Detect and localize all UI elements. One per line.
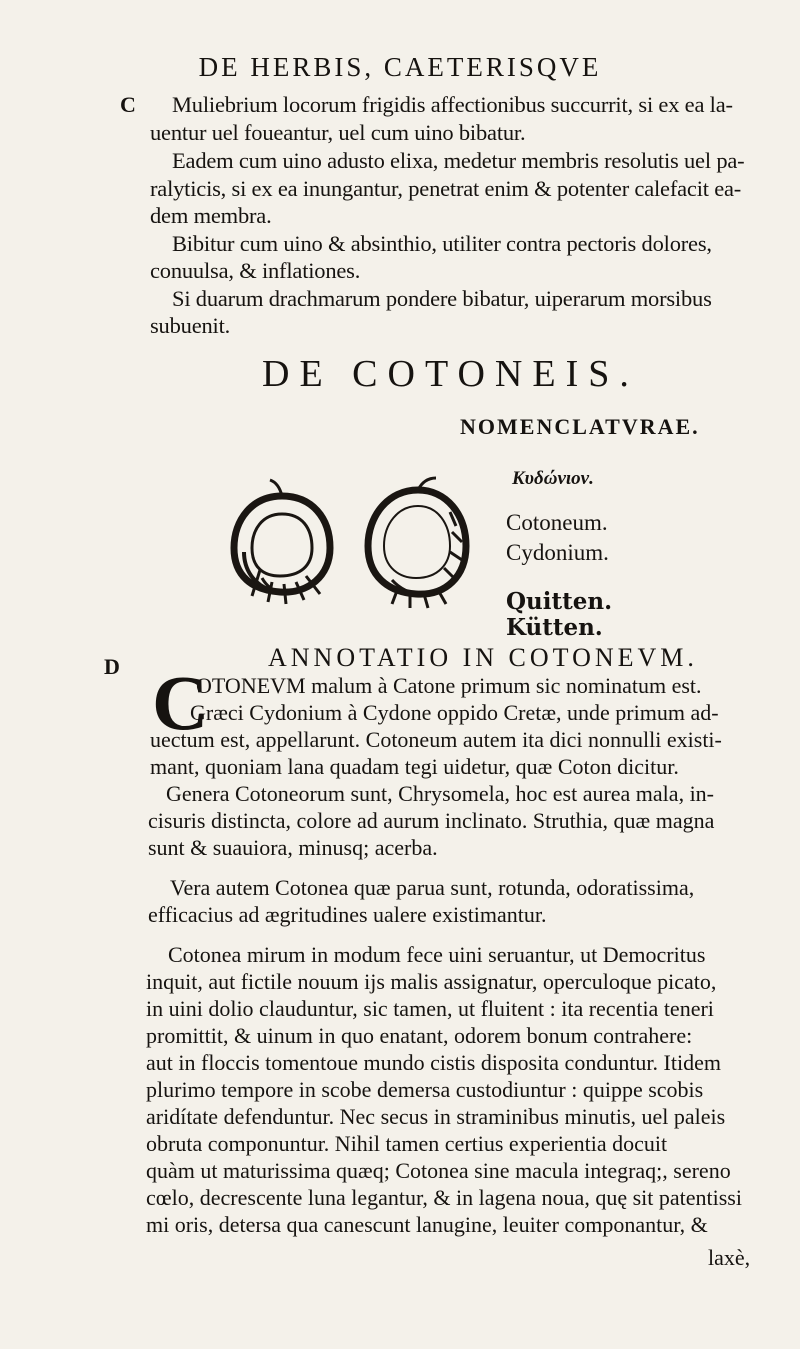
latin-name-1: Cotoneum.: [506, 510, 608, 535]
quince-woodcut-right: [352, 476, 484, 610]
text-line: mant, quoniam lana quadam tegi uidetur, quæ Coton dicitur.: [150, 754, 679, 779]
text-line: subuenit.: [150, 313, 231, 338]
greek-name-text: Κυδώνιον.: [512, 468, 594, 489]
text-line: aridítate defenduntur. Nec secus in straminibus minutis, uel paleis: [146, 1104, 726, 1129]
text-line: ralyticis, si ex ea inungantur, penetrat enim & potenter calefacit ea-: [150, 176, 742, 201]
text-line: plurimo tempore in scobe demersa custodiuntur : quippe scobis: [146, 1077, 704, 1102]
text-line: aut in floccis tomentoue mundo cistis disposita conduntur. Itidem: [146, 1050, 721, 1075]
nomenclature-heading: NOMENCLATVRAE.: [460, 414, 700, 439]
text-line: dem membra.: [150, 203, 272, 228]
text-line: quàm ut maturissima quæq; Cotonea sine macula integraq;, sereno: [146, 1158, 731, 1183]
text-line: inquit, aut fictile nouum ijs malis assignatur, operculoque picato,: [146, 969, 717, 994]
latin-name-2: Cydonium.: [506, 540, 609, 565]
text-line: promittit, & uinum in quo enatant, odorem bonum contrahere:: [146, 1023, 693, 1048]
text-line: cisuris distincta, colore ad aurum inclinato. Struthia, quæ magna: [148, 808, 715, 833]
margin-letter-c: C: [120, 92, 136, 117]
text-line: uectum est, appellarunt. Cotoneum autem ita dici nonnulli existi-: [150, 727, 722, 752]
running-header: DE HERBIS, CAETERISQVE: [198, 52, 602, 82]
annotation-title: ANNOTATIO IN COTONEVM.: [268, 643, 698, 672]
catchword: laxè,: [708, 1245, 751, 1270]
text-line: OTONEVM malum à Catone primum sic nominatum est.: [196, 673, 702, 698]
text-line: mi oris, detersa qua canescunt lanugine, leuiter componantur, &: [146, 1212, 708, 1237]
text-line: Cotonea mirum in modum fece uini seruantur, ut Democritus: [168, 942, 706, 967]
text-line: obruta componuntur. Nihil tamen certius experientia docuit: [146, 1131, 668, 1156]
text-line: Genera Cotoneorum sunt, Chrysomela, hoc est aurea mala, in-: [166, 781, 715, 806]
text-line: in uini dolio clauduntur, sic tamen, ut fluitent : ita recentia teneri: [146, 996, 714, 1021]
german-name-1: Quitten.: [506, 588, 613, 615]
text-line: efficacius ad ægritudines ualere existimantur.: [148, 902, 547, 927]
drop-cap: C: [152, 659, 209, 746]
greek-name: [512, 464, 594, 490]
margin-letter-d: D: [104, 654, 120, 679]
text-line: Græci Cydonium à Cydone oppido Cretæ, unde primum ad-: [190, 700, 719, 725]
german-name-2: Kütten.: [506, 614, 603, 641]
text-line: Si duarum drachmarum pondere bibatur, uiperarum morsibus: [172, 286, 712, 311]
text-line: Bibitur cum uino & absinthio, utiliter contra pectoris dolores,: [172, 231, 712, 256]
text-line: uentur uel foueantur, uel cum uino bibatur.: [150, 120, 526, 145]
text-line: cœlo, decrescente luna legantur, & in lagena noua, quę sit patentissi: [146, 1185, 742, 1210]
text-line: conuulsa, & inflationes.: [150, 258, 361, 283]
text-line: sunt & suauiora, minusq; acerba.: [148, 835, 438, 860]
quince-woodcut-left: [222, 478, 352, 610]
text-line: Vera autem Cotonea quæ parua sunt, rotunda, odoratissima,: [170, 875, 695, 900]
chapter-title: DE COTONEIS.: [262, 353, 639, 395]
text-line: Muliebrium locorum frigidis affectionibus succurrit, si ex ea la-: [172, 92, 733, 117]
text-line: Eadem cum uino adusto elixa, medetur membris resolutis uel pa-: [172, 148, 745, 173]
